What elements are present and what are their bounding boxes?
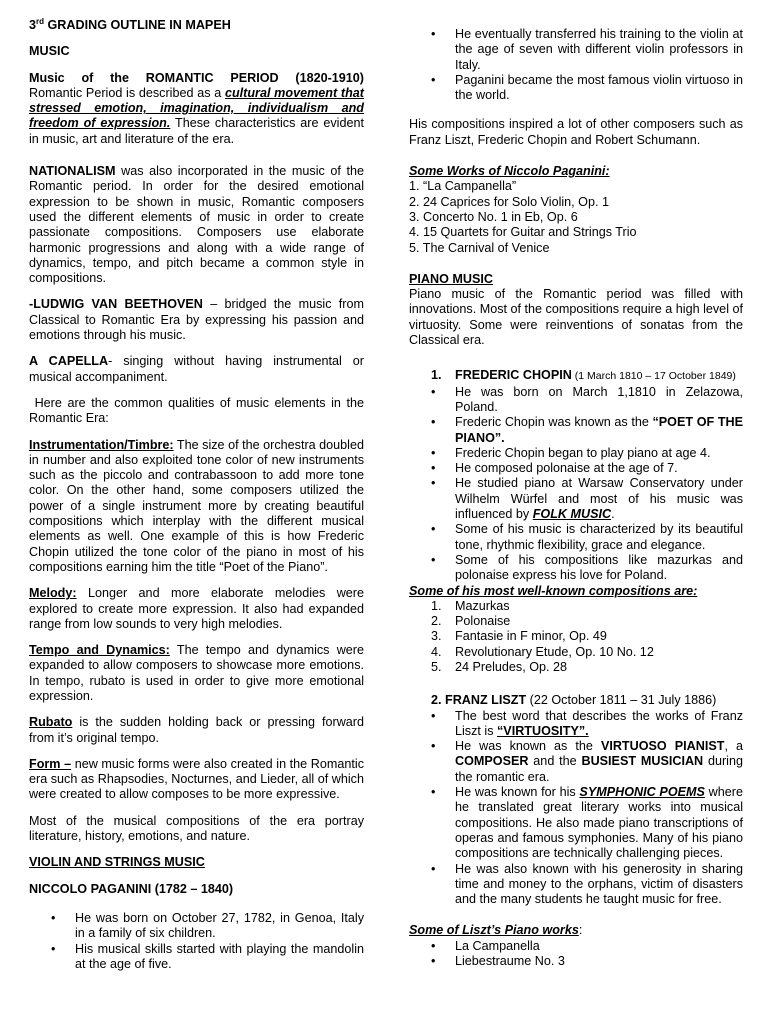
paganini-bullets-continued [409,27,743,103]
chopin-compositions [409,599,743,675]
list-item: • His musical skills started with playing the mandolin at the age of five. [29,942,364,973]
list-item: 4. Revolutionary Etude, Op. 10 No. 12 [431,644,654,659]
paganini-works [409,164,743,256]
music-heading: MUSIC [29,44,70,59]
melody-paragraph: Melody: Longer and more elaborate melodies were explored to create more expression. It also had expanded range from low sounds to very high melodies. [29,586,364,631]
violin-heading: VIOLIN AND STRINGS MUSIC [29,855,205,870]
inspired-paragraph: His compositions inspired a lot of other composers such as Franz Liszt, Frederic Chopin and Robert Schumann. [409,117,743,147]
list-item: • La Campanella [409,939,743,954]
list-item: 3. Concerto No. 1 in Eb, Op. 6 [409,209,578,224]
list-item: • Some of his music is characterized by its beautiful tone, rhythmic flexibility, grace and elegance. [409,522,743,553]
liszt-heading: 2. FRANZ LISZT (22 October 1811 – 31 July 1886) [431,693,717,708]
list-item: 2. 24 Caprices for Solo Violin, Op. 1 [409,194,609,209]
list-item: • He composed polonaise at the age of 7. [409,461,743,476]
list-item: • He was born on October 27, 1782, in Genoa, Italy in a family of six children. [29,911,364,942]
qualities-intro: Here are the common qualities of music elements in the Romantic Era: [29,395,368,426]
list-item: 2. Polonaise [431,614,511,629]
romantic-period-paragraph: Music of the ROMANTIC PERIOD (1820-1910) Romantic Period is described as a cultural movement that stressed emotion, imagination, individualism and freedom of expression. These characteristics are evident in music, art and literature of the era. [29,70,364,146]
acapella-paragraph: A CAPELLA- singing without having instrumental or musical accompaniment. [29,354,364,384]
romantic-period-heading: Music of the ROMANTIC PERIOD (1820-1910) [29,70,364,85]
outline-title: 3rd GRADING OUTLINE IN MAPEH [29,16,231,32]
list-item: • He eventually transferred his training to the violin at the age of seven with different violin professors in Italy. [409,27,743,73]
chopin-bullets [409,385,743,584]
list-item: 5. 24 Preludes, Op. 28 [431,659,568,674]
nationalism-paragraph: NATIONALISM was also incorporated in the music of the Romantic period. In order for the desired emotional expression to be shown in music, Romantic composers used the different elements of music in order to create passionate compositions. Composers use elaborate harmonic progressions and along with a wide range of dynamics, tempo, and pitch became a common style in compositions. [29,164,364,286]
form-paragraph: Form – new music forms were also created in the Romantic era such as Rhapsodies, Nocturnes, and Lieder, all of which were created to allow composes to be more expressive. [29,756,364,802]
list-item: • The best word that describes the works of Franz Liszt is “VIRTUOSITY”. [409,709,743,740]
list-item: 3. Fantasie in F minor, Op. 49 [431,629,607,644]
piano-music-heading: PIANO MUSIC [409,271,493,286]
paganini-bullets [29,911,364,972]
instrumentation-paragraph: Instrumentation/Timbre: The size of the orchestra doubled in number and also exploited tone color of new instruments such as the piccolo and contrabassoon to add more tone color. On the other hand, some composers utilized the power of a single instrument more by creating beautiful compositions which interplay with the different musical elements as well. One example of this is how Frederic Chopin utilized the tone color of the piano in most of his compositions earning him the title “Poet of the Piano”. [29,437,364,574]
list-item: • He studied piano at Warsaw Conservatory under Wilhelm Würfel and most of his music was influenced by FOLK MUSIC. [409,476,743,522]
liszt-works [409,939,743,970]
list-item: 5. The Carnival of Venice [409,240,550,255]
paganini-heading: NICCOLO PAGANINI (1782 – 1840) [29,881,234,896]
list-item: 4. 15 Quartets for Guitar and Strings Trio [409,225,637,240]
right-column [409,27,743,980]
list-item: • He was born on March 1,1810 in Zelazowa, Poland. [409,385,743,416]
paganini-works-heading: Some Works of Niccolo Paganini: [409,164,610,179]
list-item: • He was known for his SYMPHONIC POEMS where he translated great literary works into musical compositions. He also made piano transcriptions of operas and famous symphonies. Many of his piano compositions are technically challenging pieces. [409,785,743,861]
liszt-works-heading: Some of Liszt’s Piano works: [409,923,583,938]
list-item: • Liebestraume No. 3 [409,954,743,969]
list-item: • Frederic Chopin was known as the “POET OF THE PIANO”. [409,415,743,446]
liszt-bullets [409,709,743,908]
list-item: • Some of his compositions like mazurkas and polonaise express his love for Poland. [409,553,743,584]
chopin-compositions-heading: Some of his most well-known compositions are: [409,583,698,598]
list-item: 1. “La Campanella” [409,179,517,194]
list-item: 1. Mazurkas [431,598,510,613]
rubato-paragraph: Rubato is the sudden holding back or pressing forward from it’s original tempo. [29,715,364,745]
list-item: • Frederic Chopin began to play piano at age 4. [409,446,743,461]
left-column [29,16,368,983]
piano-music-paragraph: PIANO MUSIC Piano music of the Romantic period was filled with innovations. Most of the compositions require a high level of virtuosity. Some were reinventions of sonatas from the Classical era. [409,271,743,348]
list-item: • Paganini became the most famous violin virtuoso in the world. [409,73,743,104]
chopin-heading: 1. FREDERIC CHOPIN (1 March 1810 – 17 October 1849) [431,368,736,383]
list-item: • He was known as the VIRTUOSO PIANIST, a COMPOSER and the BUSIEST MUSICIAN during the romantic era. [409,739,743,785]
portray-paragraph: Most of the musical compositions of the era portray literature, history, emotions, and nature. [29,813,364,844]
beethoven-paragraph: -LUDWIG VAN BEETHOVEN – bridged the music from Classical to Romantic Era by expressing his passion and emotions through his music. [29,297,364,343]
list-item: • He was also known with his generosity in sharing time and money to the orphans, victim of disasters and the many students he taught music for free. [409,862,743,908]
tempo-paragraph: Tempo and Dynamics: The tempo and dynamics were expanded to allow composers to showcase more emotions. In tempo, rubato is used in order to give more emotional expression. [29,643,364,703]
